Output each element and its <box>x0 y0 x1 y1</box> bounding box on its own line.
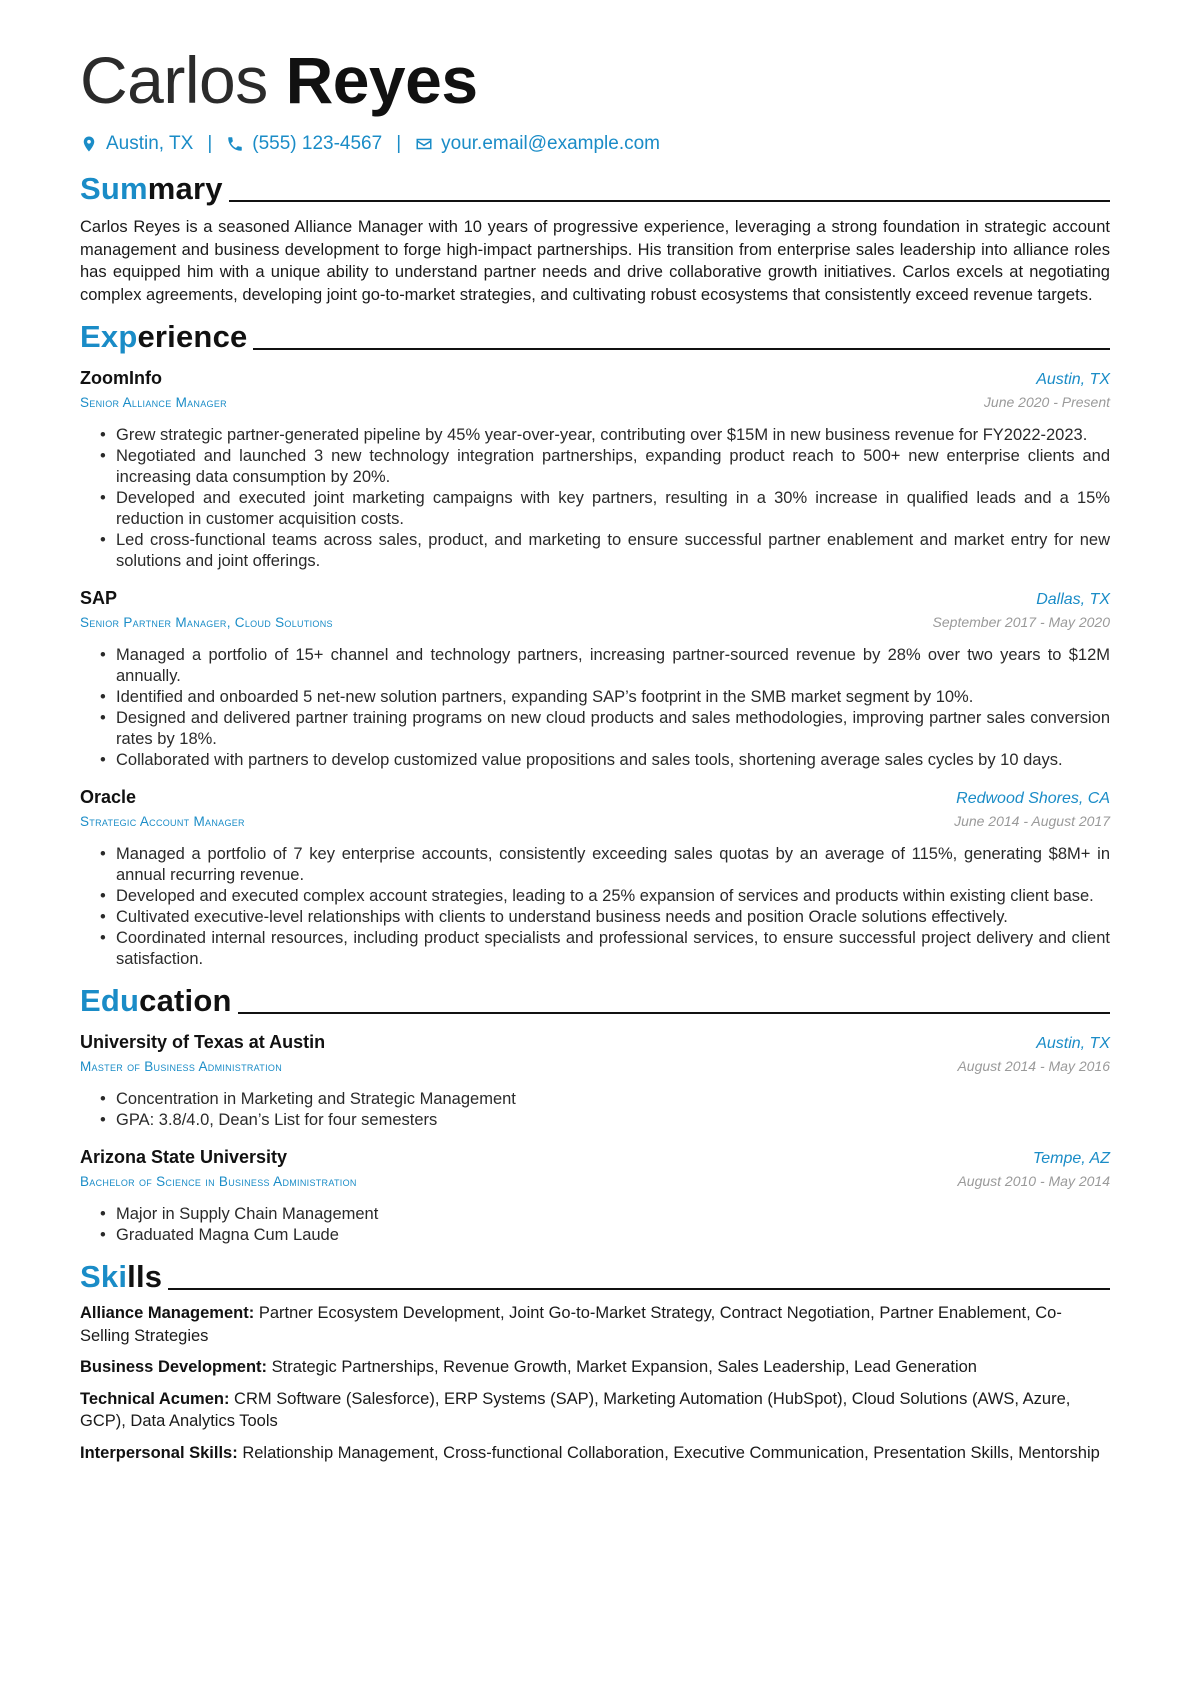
contact-bar <box>80 130 1110 158</box>
summary-heading <box>80 170 1110 208</box>
bullet-item: • Developed and executed joint marketing campaigns with key partners, resulting in a 30% increase in qualified leads and a 15% reduction in customer acquisition costs. <box>116 488 1110 530</box>
bullet-item: • Managed a portfolio of 15+ channel and technology partners, increasing partner-sourced revenue by 28% over two years to $12M annually. <box>116 645 1110 687</box>
skills-heading <box>80 1258 1110 1296</box>
job-title: Strategic Account Manager <box>80 814 245 829</box>
envelope-icon <box>415 134 433 154</box>
job-bullets <box>80 844 1110 970</box>
bullet-item: • Graduated Magna Cum Laude <box>116 1225 1110 1246</box>
bullet-item: • Managed a portfolio of 7 key enterprise accounts, consistently exceeding sales quotas by an average of 115%, generating $8M+ in annual recurring revenue. <box>116 844 1110 886</box>
education-heading <box>80 982 1110 1020</box>
skill-group <box>80 1356 1110 1379</box>
skill-group <box>80 1388 1110 1433</box>
experience-heading <box>80 318 1110 356</box>
job-location: Dallas, TX <box>1036 591 1110 608</box>
job-dates: June 2014 - August 2017 <box>954 813 1110 829</box>
section-title: Skills <box>80 1259 163 1294</box>
section-rule <box>238 1012 1110 1014</box>
school-name: University of Texas at Austin <box>80 1032 326 1052</box>
section-title: Summary <box>80 171 223 206</box>
job-entry <box>80 586 1110 771</box>
skill-items: Partner Ecosystem Development, Joint Go-to-Market Strategy, Contract Negotiation, Partner Enablement, Co-Selling Strategies <box>80 1304 1062 1345</box>
bullet-item: • Coordinated internal resources, including product specialists and professional services, to ensure successful project delivery and client satisfaction. <box>116 928 1110 970</box>
job-bullets <box>80 425 1110 572</box>
job-bullets <box>80 645 1110 771</box>
bullet-item: • Identified and onboarded 5 net-new solution partners, expanding SAP’s footprint in the SMB market segment by 10%. <box>116 687 1110 708</box>
skill-label: Alliance Management: <box>80 1304 255 1322</box>
job-title: Senior Alliance Manager <box>80 395 227 410</box>
first-name: Carlos <box>80 43 268 117</box>
skill-label: Interpersonal Skills: <box>80 1443 238 1462</box>
bullet-item: • Developed and executed complex account strategies, leading to a 25% expansion of services and products within existing client base. <box>116 886 1110 907</box>
bullet-item: • Cultivated executive-level relationships with clients to understand business needs and position Oracle solutions effectively. <box>116 907 1110 928</box>
map-pin-icon <box>80 134 98 154</box>
section-rule <box>253 348 1110 350</box>
job-dates: September 2017 - May 2020 <box>932 614 1110 630</box>
email-link[interactable]: your.email@example.com <box>441 133 660 154</box>
skill-items: CRM Software (Salesforce), ERP Systems (SAP), Marketing Automation (HubSpot), Cloud Solutions (AWS, Azure, GCP), Data Analytics Tools <box>80 1389 1071 1430</box>
job-title: Senior Partner Manager, Cloud Solutions <box>80 615 333 630</box>
bullet-item: • Negotiated and launched 3 new technology integration partnerships, expanding product reach to 500+ new enterprise clients and increasing data consumption by 20%. <box>116 446 1110 488</box>
skill-group <box>80 1442 1110 1465</box>
section-title: Education <box>80 983 232 1018</box>
phone-icon <box>226 134 244 154</box>
job-location: Redwood Shores, CA <box>956 790 1110 807</box>
skill-items: Relationship Management, Cross-functional Collaboration, Executive Communication, Presentation Skills, Mentorship <box>242 1443 1100 1462</box>
education-bullets <box>80 1204 1110 1246</box>
summary-text: Carlos Reyes is a seasoned Alliance Manager with 10 years of progressive experience, leveraging a strong foundation in strategic account management and business development to forge high-impact partnerships. His transition from enterprise sales leadership into alliance roles has equipped him with a unique ability to understand partner needs and drive collaborative growth initiatives. Carlos excels at negotiating complex agreements, developing joint go-to-market strategies, and cultivating robust ecosystems that consistently exceed revenue targets. <box>80 218 1110 304</box>
section-rule <box>168 1288 1110 1290</box>
last-name: Reyes <box>285 43 478 117</box>
school-dates: August 2010 - May 2014 <box>957 1173 1110 1189</box>
candidate-name <box>80 40 1110 120</box>
job-dates: June 2020 - Present <box>983 394 1110 410</box>
school-name: Arizona State University <box>80 1147 288 1167</box>
education-bullets <box>80 1089 1110 1131</box>
contact-email[interactable] <box>415 133 660 155</box>
phone-text[interactable]: (555) 123-4567 <box>252 133 383 154</box>
job-entry <box>80 785 1110 970</box>
contact-separator: | <box>396 133 402 154</box>
bullet-item: • Led cross-functional teams across sales, product, and marketing to ensure successful partner enablement and market entry for new solutions and joint offerings. <box>116 530 1110 572</box>
school-location: Austin, TX <box>1036 1035 1110 1052</box>
company-name: SAP <box>80 588 118 608</box>
section-title: Experience <box>80 319 248 354</box>
degree-name: Bachelor of Science in Business Administration <box>80 1174 357 1189</box>
company-name: ZoomInfo <box>80 368 162 388</box>
skill-items: Strategic Partnerships, Revenue Growth, Market Expansion, Sales Leadership, Lead Generation <box>271 1358 977 1376</box>
school-location: Tempe, AZ <box>1032 1150 1110 1167</box>
job-location: Austin, TX <box>1036 371 1110 388</box>
location-text: Austin, TX <box>106 133 194 154</box>
job-entry <box>80 366 1110 572</box>
company-name: Oracle <box>80 787 137 807</box>
school-dates: August 2014 - May 2016 <box>957 1058 1110 1074</box>
bullet-item: • GPA: 3.8/4.0, Dean’s List for four semesters <box>116 1110 1110 1131</box>
section-rule <box>229 200 1110 202</box>
skill-label: Technical Acumen: <box>80 1389 230 1408</box>
bullet-item: • Collaborated with partners to develop customized value propositions and sales tools, shortening average sales cycles by 10 days. <box>116 750 1110 771</box>
contact-location <box>80 133 193 155</box>
bullet-item: • Concentration in Marketing and Strategic Management <box>116 1089 1110 1110</box>
skill-label: Business Development: <box>80 1358 268 1376</box>
degree-name: Master of Business Administration <box>80 1059 283 1074</box>
contact-phone[interactable] <box>226 133 382 155</box>
bullet-item: • Major in Supply Chain Management <box>116 1204 1110 1225</box>
education-entry <box>80 1145 1110 1246</box>
education-entry <box>80 1030 1110 1131</box>
bullet-item: • Designed and delivered partner training programs on new cloud products and sales methodologies, improving partner sales conversion rates by 18%. <box>116 708 1110 750</box>
bullet-item: • Grew strategic partner-generated pipeline by 45% year-over-year, contributing over $15M in new business revenue for FY2022-2023. <box>116 425 1110 446</box>
contact-separator: | <box>207 133 213 154</box>
skill-group <box>80 1302 1110 1347</box>
